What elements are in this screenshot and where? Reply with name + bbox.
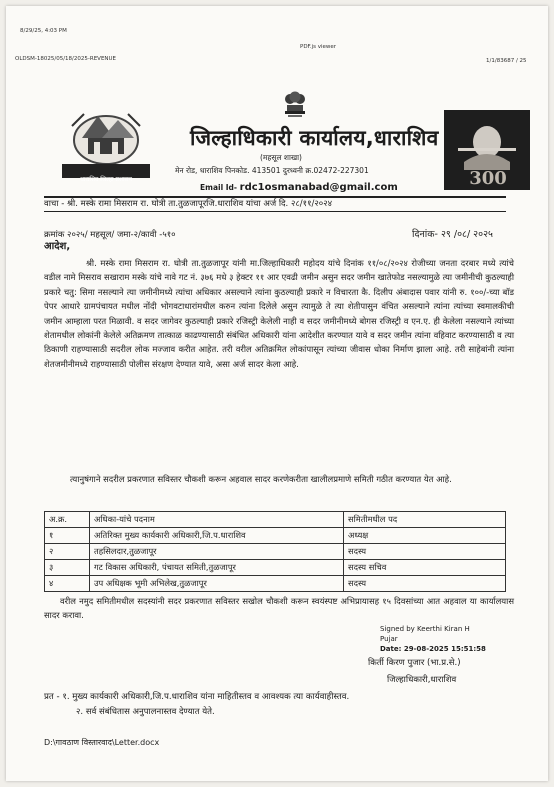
row-role: सदस्य [344,544,506,560]
table-row [45,560,506,576]
signatory-designation: जिल्हाधिकारी,धाराशिव [387,675,457,685]
print-datetime: 8/29/25, 4:03 PM [20,28,67,34]
signature-line-2: Pujar [380,635,398,643]
row-serial: ४ [45,576,90,592]
row-serial: २ [45,544,90,560]
row-role: सदस्य [344,576,506,592]
left-logo-caption: धाराशिव जिल्हा प्रशासन [80,176,132,183]
order-date: दिनांक- २९ /०८/ २०२५ [412,229,493,240]
order-paragraph-1: श्री. मस्के रामा मिसराम रा. घोत्री ता.तुळजापूर यांनी मा.जिल्हाधिकारी महोदय यांचे दिनांक ११/०८/२०२४ रोजीच्या जनता दरबार मध्ये त्यांचे वडील नामे मिसराव सखाराम मस्के यांचे नावे गट नं. ३७६ मधे ३ हेक्टर ११ आर एवढी जमीन असुन सदर जमीन खातेफोड नसल्यामुळे त्या जमीनीची कुठल्याही प्रकारे चतु: सिमा नसल्याने त्या जमीनीमध्ये त्यांचा अधिकार असल्याने त्यांना कुठल्याही प्रकारे न विचारता कै. दिलीप अंबादास पवार यांनी रु. १००/-च्या बॉड पेपर आधारे ग्रामपंचायत मधील नोंदी भोगवटाधारांमधील करुन त्यांना दिलेले असुन त्यामुळे ते त्या शेतीपासुन वंचित असल्याने त्यांना त्यांच्या स्वमालकीची जमीन आम्हाला परत मिळावी. व सदर जागेवर कुठल्याही प्रकारे रजिस्ट्री केलेली नाही व सदर जमीनीमध्ये बोगस रजिस्ट्री व एन.ए. ही केलेला नसल्याने त्यांच्या शेतामधील लोकांनी केलेले अतिक्रमण तात्काळ काढण्यासाठी संबंधित अधिकारी यांना आदेशीत करण्यात यावे व सदर जमीन त्यांना वहिवाट करण्यासाठी व त्या ठिकाणी राहण्यासाठी सदरील लोक मज्जाव करीत आहेत. तरी वरील अतिक्रमित लोकांपासून त्यांच्या जीवास धोका निर्माण झाला आहे. तरी साहेबांनी त्यांना शेतजमीनीमध्ये राहण्यासाठी पोलीस संरक्षण देण्यात यावे, असा अर्ज सादर केला आहे. [44,258,514,369]
email-row [200,182,398,193]
signature-line-1: Signed by Keerthi Kiran H [380,625,470,633]
row-serial: ३ [45,560,90,576]
header-designation: अधिका-यांचे पदनाम [90,512,344,528]
table-row [45,544,506,560]
viewer-label: PDF.js viewer [300,44,337,50]
table-header-row [45,512,506,528]
digital-signature-block [380,624,486,654]
table-row [45,576,506,592]
order-heading: आदेश, [44,241,71,252]
header-serial: अ.क्र. [45,512,90,528]
row-designation: उप अधिक्षक भूमी अभिलेख,तुळजापूर [90,576,344,592]
row-role: अध्यक्ष [344,528,506,544]
instruction-paragraph: वरील नमुद समितीमधील सदस्यांनी सदर प्रकरणात सविस्तर सखोल चौकशी करून स्वयंस्पष्ट अभिप्रायासह १५ दिवसांच्या आत अहवाल या कार्यालयास सादर करावा. [44,596,514,621]
signatory-name: किर्ती किरण पुजार (भा.प्र.से.) [368,658,461,668]
office-title: जिल्हाधिकारी कार्यालय,धाराशिव [190,126,439,150]
table-row [45,528,506,544]
row-designation: तहसिलदार,तुळजापूर [90,544,344,560]
committee-table [44,511,506,592]
row-serial: १ [45,528,90,544]
signature-date: Date: 29-08-2025 15:51:58 [380,645,486,653]
file-path: D:\गावठाण विस्तारवाद\Letter.docx [44,738,160,747]
email-address: rdc1osmanabad@gmail.com [239,182,398,193]
office-address: मेन रोड, धाराशिव पिनकोड. 413501 दुरध्वनी क्र.02472-227301 [175,166,369,175]
copy-line-2: २. सर्व संबंधितास अनुपालनास्तव देण्यात येते. [76,707,215,717]
subject-divider [44,211,506,212]
header-role: समितीमधील पद [344,512,506,528]
page-counter: 1/1/83687 / 25 [486,58,527,64]
right-logo-number: 300 [469,168,507,189]
row-designation: गट विकास अधिकारी, पंचायत समिती,तुळजापूर [90,560,344,576]
row-role: सदस्य सचिव [344,560,506,576]
office-subtitle: (महसूल शाखा) [260,153,302,162]
header-divider [44,196,506,198]
reference-number: OLDSM-18025/05/18/2025-REVENUE [15,56,117,62]
copy-line-1: प्रत - १. मुख्य कार्यकारी अधिकारी,जि.प.धाराशिव यांना माहितीस्तव व आवश्यक त्या कार्यवाहीस्तव. [44,692,350,702]
row-designation: अतिरिक्त मुख्य कार्यकारी अधिकारी,जि.प.धाराशिव [90,528,344,544]
email-label: Email Id- [200,183,238,192]
order-number: क्रमांक २०२५/ महसूल/ जमा-२/कावी -५१० [44,230,176,240]
reference-read: वाचा - श्री. मस्के रामा मिसराम रा. घोत्री ता.तुळजापूरजि.धाराशिव यांचा अर्ज दि. २८/११/२०२४ [44,199,333,209]
national-emblem-icon [282,90,308,122]
order-paragraph-2: त्यानुषंगाने सदरील प्रकरणात सविस्तर चौकशी करून अहवाल सादर करणेकरीता खालीलप्रमाणे समिती गठीत करण्यात येत आहे. [70,474,452,484]
